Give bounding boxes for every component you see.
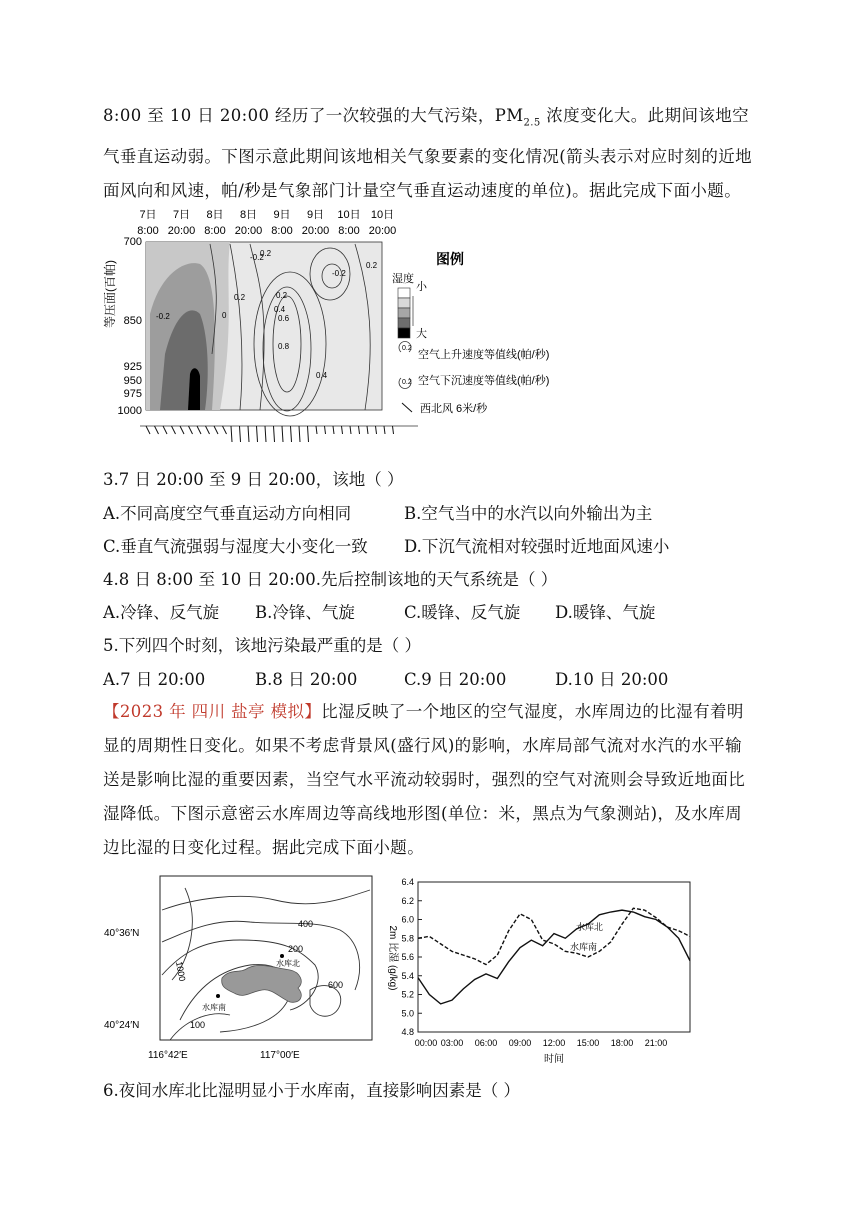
q5-stem: 5.下列四个时刻，该地污染最严重的是（ ） [103,636,421,655]
station-south-dot [216,994,220,998]
q4-option-c[interactable]: C.暖锋、反气旋 [404,603,521,622]
wind-arrow [308,426,309,442]
wind-arrow [146,426,150,434]
chart-x-tick: 15:00 [576,1038,600,1048]
contour-label: 0.4 [316,371,328,380]
time-label-hour: 8:00 [137,225,159,237]
contour-label: -0.2 [156,312,170,321]
series-label-south: 水库南 [570,942,598,952]
legend-swatch-2 [398,298,410,308]
legend-up-value: 0.2 [402,345,412,352]
chart-y-tick: 6.0 [401,914,414,925]
reservoir-contour-map [100,870,380,1066]
legend-humidity: 湿度 [392,273,414,285]
contour-label: -0.2 [332,269,346,278]
contour-label: 0.2 [234,293,246,302]
chart-ylabel: 2m 比湿 (g/kg) [387,925,398,991]
legend-swatch-5 [398,328,410,338]
wind-arrow [180,426,184,434]
legend-wind: 西北风 6米/秒 [420,403,488,415]
chart-y-tick: 4.8 [401,1027,414,1037]
y-tick-label: 950 [123,375,142,387]
wind-arrow [197,426,201,434]
chart-x-tick: 09:00 [508,1038,532,1048]
contour-label-400: 400 [298,919,314,929]
legend-down-value: 0.2 [402,379,412,386]
chart-x-tick: 06:00 [474,1038,498,1048]
vertical-motion-figure [100,204,600,450]
wind-arrow [393,426,394,434]
chart-y-tick: 5.8 [401,933,414,944]
time-label-hour: 20:00 [301,225,330,237]
chart-x-tick: 21:00 [644,1038,668,1048]
series-label-north: 水库北 [576,922,604,932]
contour-label-1000: 1000 [174,960,188,983]
q5-option-b[interactable]: B.8 日 20:00 [255,670,358,689]
y-tick-label: 700 [123,236,142,248]
wind-arrow [214,426,218,434]
y-axis-title: 等压面(百帕) [103,260,117,328]
y-tick-label: 1000 [117,405,142,417]
legend-swatch-3 [398,308,410,318]
contour-label: 0.6 [278,314,290,323]
lat-bottom: 40°24′N [104,1020,140,1031]
contour-label-600: 600 [328,980,344,990]
chart-frame [418,882,690,1032]
contour-label-100: 100 [190,1020,206,1030]
time-label-hour: 20:00 [368,225,397,237]
wind-arrow [342,426,343,434]
wind-arrow [333,426,334,434]
chart-x-tick: 03:00 [440,1038,464,1048]
source-tag: 【2023 年 四川 盐亭 模拟】 [103,702,322,721]
time-label-hour: 20:00 [167,225,196,237]
wind-arrow [206,426,210,434]
q5-option-a[interactable]: A.7 日 20:00 [103,670,206,689]
wind-arrow [163,426,167,434]
contour-label-200: 200 [288,944,304,954]
y-tick-label: 925 [123,361,142,373]
time-label-day: 10日 [337,209,361,221]
time-label-hour: 8:00 [338,225,360,237]
wind-arrow [274,426,275,442]
contour-label: 0.8 [278,342,290,351]
q4-option-a[interactable]: A.冷锋、反气旋 [103,603,220,622]
time-label-day: 7日 [172,209,191,221]
station-north-label: 水库北 [276,959,300,968]
contour-label: -0.2 [250,253,264,262]
humidity-line-chart [380,870,710,1066]
intro-paragraph-2: 【2023 年 四川 盐亭 模拟】比湿反映了一个地区的空气湿度，水库周边的比湿有着明显的周期性日变化。如果不考虑背景风(盛行风)的影响，水库局部气流对水汽的水平输送是影响比湿的重要因素，当空气水平流动较弱时，强烈的空气对流则会导致近地面比湿降低。下图示意密云水库周边等高线地形图(单位：米，黑点为气象测站)，及水库周边比湿的日变化过程。据此完成下面小题。 [103,702,746,857]
time-axis-labels [137,208,396,237]
time-label-day: 8日 [206,209,224,221]
legend-large: 大 [416,328,427,340]
q4-option-d[interactable]: D.暖锋、气旋 [555,603,656,622]
wind-arrow [359,426,360,434]
wind-arrow [367,426,368,434]
q4-stem: 4.8 日 8:00 至 10 日 20:00.先后控制该地的天气系统是（ ） [103,570,558,589]
contour-label: 0.2 [366,261,378,270]
q5-option-c[interactable]: C.9 日 20:00 [404,670,507,689]
legend-up: 空气上升速度等值线(帕/秒) [418,349,550,361]
wind-arrow [248,426,249,442]
wind-arrow [376,426,377,434]
contour-label: 0.4 [274,305,286,314]
wind-arrow [240,426,241,442]
lon-right: 117°00′E [260,1050,300,1061]
wind-arrow [223,426,227,434]
time-label-day: 9日 [273,209,291,221]
contour-label: 0.2 [260,249,272,258]
q3-option-d[interactable]: D.下沉气流相对较强时近地面风速小 [404,537,670,556]
legend-down: 空气下沉速度等值线(帕/秒) [418,375,550,387]
y-axis-ticks [118,236,142,417]
chart-y-tick: 5.4 [401,970,414,981]
station-north-dot [280,954,284,958]
time-label-day: 7日 [139,209,157,221]
wind-arrow [291,426,292,442]
station-south-label: 水库南 [202,1003,226,1012]
q3-option-c[interactable]: C.垂直气流强弱与湿度大小变化一致 [103,537,368,556]
q4-option-b[interactable]: B.冷锋、气旋 [255,603,355,622]
wind-arrow [316,426,317,434]
wind-arrow [265,426,266,442]
wind-arrow [350,426,351,434]
legend-swatch-1 [398,288,410,298]
q3-option-a[interactable]: A.不同高度空气垂直运动方向相同 [103,504,352,523]
wind-arrow [231,426,232,442]
y-tick-label: 975 [123,388,142,400]
contour-label: 0 [222,311,227,320]
q6-stem: 6.夜间水库北比湿明显小于水库南，直接影响因素是（ ） [103,1081,520,1100]
chart-y-tick: 5.6 [401,952,414,962]
intro-paragraph-1: 8:00 至 10 日 20:00 经历了一次较强的大气污染，$PM_{2.5}$ 浓度变化大。此期间该地空气垂直运动弱。下图示意此期间该地相关气象要素的变化情况(箭头表示对应时刻的近地面风向和风速，帕/秒是气象部门计量空气垂直运动速度的单位)。据此完成下面小题。 [103,106,753,201]
legend-title: 图例 [436,251,464,267]
wind-arrow [155,426,159,434]
wind-arrows [146,426,394,442]
legend-small: 小 [416,281,427,293]
legend-swatch-4 [398,318,410,328]
time-label-day: 9日 [306,209,325,221]
chart-x-tick: 18:00 [610,1038,634,1048]
wind-arrow [282,426,283,442]
map-frame [160,876,372,1040]
time-label-day: 8日 [239,209,258,221]
q3-stem: 3.7 日 20:00 至 9 日 20:00，该地（ ） [103,470,404,489]
time-label-day: 10日 [370,209,395,221]
lat-top: 40°36′N [104,928,140,939]
wind-arrow [325,426,326,434]
chart-y-tick: 5.2 [401,989,414,1000]
y-tick-label: 850 [123,315,142,327]
time-label-hour: 20:00 [234,225,263,237]
chart-y-tick: 6.2 [401,895,414,906]
chart-y-tick: 5.0 [401,1008,414,1019]
legend-wind-arrow [402,403,412,412]
chart-xlabel: 时间 [544,1054,564,1065]
q3-option-b[interactable]: B.空气当中的水汽以向外输出为主 [404,504,653,523]
chart-y-tick: 6.4 [401,877,414,887]
wind-arrow [189,426,193,434]
lon-left: 116°42′E [148,1050,188,1061]
time-label-hour: 8:00 [204,225,226,237]
time-label-hour: 8:00 [271,225,293,237]
contour-label: 0.2 [276,291,288,300]
chart-x-tick: 00:00 [414,1038,438,1048]
q5-option-d[interactable]: D.10 日 20:00 [555,670,669,689]
wind-arrow [172,426,176,434]
wind-arrow [299,426,300,442]
wind-arrow [257,426,258,442]
chart-x-tick: 12:00 [542,1038,566,1048]
wind-arrow [384,426,385,434]
